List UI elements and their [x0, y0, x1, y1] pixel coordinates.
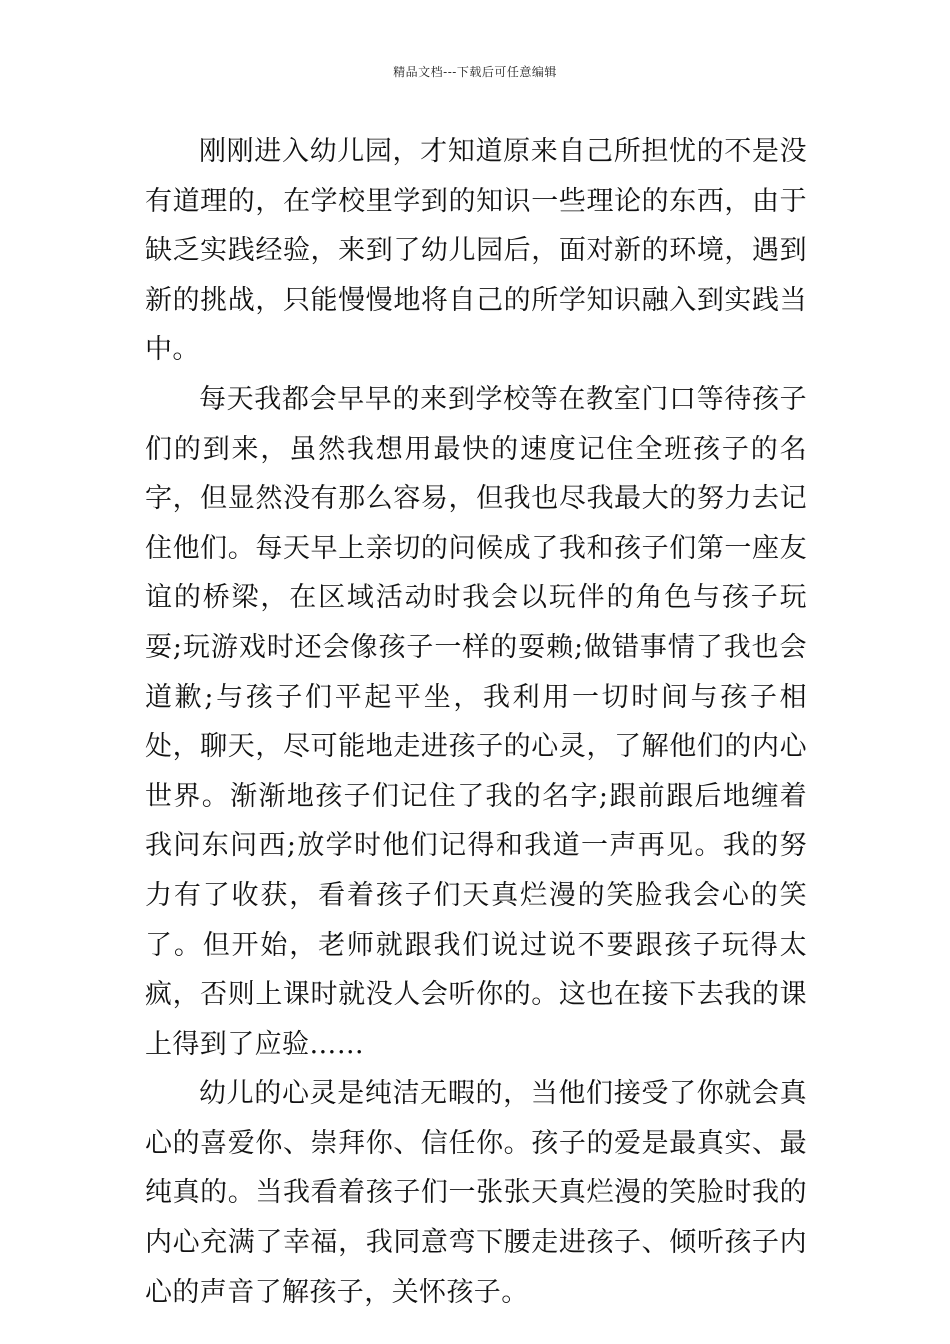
paragraph-3: 幼儿的心灵是纯洁无暇的，当他们接受了你就会真心的喜爱你、崇拜你、信任你。孩子的爱是最真实、最纯真的。当我看着孩子们一张张天真烂漫的笑脸时我的内心充满了幸福，我同意弯下腰走进孩子、倾听孩子内心的声音了解孩子，关怀孩子。 [145, 1078, 807, 1308]
paragraph-2: 每天我都会早早的来到学校等在教室门口等待孩子们的到来，虽然我想用最快的速度记住全班孩子的名字，但显然没有那么容易，但我也尽我最大的努力去记住他们。每天早上亲切的问候成了我和孩子们第一座友谊的桥梁，在区域活动时我会以玩伴的角色与孩子玩耍;玩游戏时还会像孩子一样的耍赖;做错事情了我也会道歉;与孩子们平起平坐，我利用一切时间与孩子相处，聊天，尽可能地走进孩子的心灵，了解他们的内心世界。渐渐地孩子们记住了我的名字;跟前跟后地缠着我问东问西;放学时他们记得和我道一声再见。我的努力有了收获，看着孩子们天真烂漫的笑脸我会心的笑了。但开始，老师就跟我们说过说不要跟孩子玩得太疯，否则上课时就没人会听你的。这也在接下去我的课上得到了应验…… [145, 383, 807, 1060]
paragraph-1: 刚刚进入幼儿园，才知道原来自己所担忧的不是没有道理的，在学校里学到的知识一些理论的东西，由于缺乏实践经验，来到了幼儿园后，面对新的环境，遇到新的挑战，只能慢慢地将自己的所学知识融入到实践当中。 [145, 136, 807, 366]
page-header: 精品文档---下载后可任意编辑 [393, 65, 557, 79]
document-body [145, 127, 807, 1317]
